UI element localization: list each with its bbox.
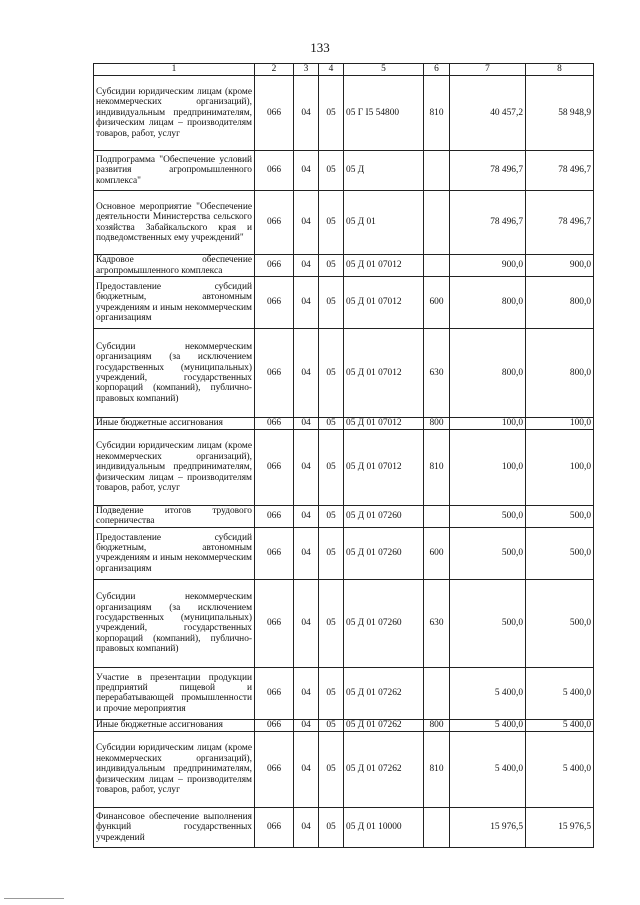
scan-artifact-line [4,898,64,899]
table-row [94,807,594,847]
table-row [94,151,594,191]
subsection-code-cell: 05 [319,719,344,731]
section-code-cell: 04 [294,731,319,807]
expense-type-cell [424,255,450,277]
amount-year2-cell: 800,0 [526,277,594,329]
ministry-code-cell: 066 [255,506,294,528]
subsection-code-cell: 05 [319,277,344,329]
amount-year2-cell: 100,0 [526,418,594,430]
item-name-cell: Предоставление субсидий бюджетным, автономным учреждениям и иным некоммерческим организациям [94,527,255,579]
subsection-code-cell: 05 [319,255,344,277]
table-row [94,719,594,731]
expense-type-cell: 600 [424,527,450,579]
target-article-cell: 05 Д 01 07012 [344,418,424,430]
budget-table [93,63,594,848]
subsection-code-cell: 05 [319,151,344,191]
amount-year1-cell: 15 976,5 [450,807,526,847]
item-name-cell: Субсидии юридическим лицам (кроме некоммерческих организаций), индивидуальным предпринимателям, физическим лицам – производителям товаров, работ, услуг [94,430,255,506]
ministry-code-cell: 066 [255,731,294,807]
target-article-cell: 05 Д 01 07262 [344,667,424,719]
section-code-cell: 04 [294,807,319,847]
item-name-cell: Финансовое обеспечение выполнения функций государственных учреждений [94,807,255,847]
ministry-code-cell: 066 [255,430,294,506]
page-number: 133 [310,40,330,55]
expense-type-cell [424,151,450,191]
expense-type-cell [424,807,450,847]
column-header: 3 [294,64,319,76]
expense-type-cell: 630 [424,329,450,418]
amount-year2-cell: 78 496,7 [526,151,594,191]
subsection-code-cell: 05 [319,76,344,151]
target-article-cell: 05 Д 01 07012 [344,329,424,418]
target-article-cell: 05 Д 01 07260 [344,527,424,579]
amount-year1-cell: 800,0 [450,329,526,418]
amount-year1-cell: 78 496,7 [450,191,526,255]
target-article-cell: 05 Д [344,151,424,191]
ministry-code-cell: 066 [255,418,294,430]
ministry-code-cell: 066 [255,76,294,151]
ministry-code-cell: 066 [255,579,294,667]
section-code-cell: 04 [294,255,319,277]
table-row [94,277,594,329]
table-body [94,76,594,848]
amount-year2-cell: 5 400,0 [526,731,594,807]
ministry-code-cell: 066 [255,329,294,418]
amount-year1-cell: 500,0 [450,506,526,528]
ministry-code-cell: 066 [255,191,294,255]
amount-year2-cell: 15 976,5 [526,807,594,847]
amount-year2-cell: 5 400,0 [526,667,594,719]
expense-type-cell: 800 [424,719,450,731]
column-header: 1 [94,64,255,76]
subsection-code-cell: 05 [319,418,344,430]
amount-year2-cell: 5 400,0 [526,719,594,731]
section-code-cell: 04 [294,418,319,430]
column-header: 4 [319,64,344,76]
amount-year2-cell: 900,0 [526,255,594,277]
subsection-code-cell: 05 [319,329,344,418]
table-row [94,579,594,667]
column-header: 6 [424,64,450,76]
table-row [94,329,594,418]
expense-type-cell: 600 [424,277,450,329]
target-article-cell: 05 Д 01 07262 [344,719,424,731]
table-row [94,527,594,579]
column-header: 2 [255,64,294,76]
amount-year1-cell: 78 496,7 [450,151,526,191]
column-header: 7 [450,64,526,76]
amount-year1-cell: 40 457,2 [450,76,526,151]
ministry-code-cell: 066 [255,151,294,191]
table-row [94,430,594,506]
expense-type-cell [424,191,450,255]
ministry-code-cell: 066 [255,527,294,579]
ministry-code-cell: 066 [255,277,294,329]
section-code-cell: 04 [294,667,319,719]
expense-type-cell: 800 [424,418,450,430]
item-name-cell: Предоставление субсидий бюджетным, автономным учреждениям и иным некоммерческим организациям [94,277,255,329]
target-article-cell: 05 Д 01 07012 [344,255,424,277]
amount-year1-cell: 5 400,0 [450,731,526,807]
section-code-cell: 04 [294,277,319,329]
ministry-code-cell: 066 [255,667,294,719]
section-code-cell: 04 [294,579,319,667]
item-name-cell: Подведение итогов трудового соперничества [94,506,255,528]
subsection-code-cell: 05 [319,191,344,255]
amount-year1-cell: 100,0 [450,430,526,506]
amount-year1-cell: 800,0 [450,277,526,329]
amount-year2-cell: 100,0 [526,430,594,506]
expense-type-cell: 630 [424,579,450,667]
subsection-code-cell: 05 [319,430,344,506]
expense-type-cell [424,506,450,528]
amount-year2-cell: 800,0 [526,329,594,418]
table-row [94,255,594,277]
item-name-cell: Основное мероприятие "Обеспечение деятельности Министерства сельского хозяйства Забайкальского края и подведомственных ему учреждений" [94,191,255,255]
table-row [94,76,594,151]
header-row [94,64,594,76]
target-article-cell: 05 Д 01 10000 [344,807,424,847]
item-name-cell: Субсидии юридическим лицам (кроме некоммерческих организаций), индивидуальным предпринимателям, физическим лицам – производителям товаров, работ, услуг [94,76,255,151]
subsection-code-cell: 05 [319,731,344,807]
target-article-cell: 05 Д 01 07260 [344,579,424,667]
ministry-code-cell: 066 [255,719,294,731]
amount-year1-cell: 5 400,0 [450,667,526,719]
item-name-cell: Кадровое обеспечение агропромышленного комплекса [94,255,255,277]
table-row [94,731,594,807]
table-row [94,667,594,719]
section-code-cell: 04 [294,506,319,528]
amount-year2-cell: 500,0 [526,579,594,667]
target-article-cell: 05 Д 01 07012 [344,430,424,506]
subsection-code-cell: 05 [319,667,344,719]
subsection-code-cell: 05 [319,527,344,579]
target-article-cell: 05 Д 01 07260 [344,506,424,528]
amount-year1-cell: 900,0 [450,255,526,277]
item-name-cell: Подпрограмма "Обеспечение условий развития агропромышленного комплекса" [94,151,255,191]
section-code-cell: 04 [294,329,319,418]
section-code-cell: 04 [294,719,319,731]
amount-year2-cell: 500,0 [526,527,594,579]
item-name-cell: Участие в презентации продукции предприятий пищевой и перерабатывающей промышленности и прочие мероприятия [94,667,255,719]
amount-year1-cell: 100,0 [450,418,526,430]
ministry-code-cell: 066 [255,255,294,277]
target-article-cell: 05 Д 01 07012 [344,277,424,329]
amount-year1-cell: 5 400,0 [450,719,526,731]
subsection-code-cell: 05 [319,807,344,847]
amount-year2-cell: 500,0 [526,506,594,528]
subsection-code-cell: 05 [319,579,344,667]
section-code-cell: 04 [294,191,319,255]
column-header: 5 [344,64,424,76]
amount-year2-cell: 78 496,7 [526,191,594,255]
item-name-cell: Иные бюджетные ассигнования [94,719,255,731]
target-article-cell: 05 Д 01 [344,191,424,255]
column-header: 8 [526,64,594,76]
table-row [94,506,594,528]
item-name-cell: Иные бюджетные ассигнования [94,418,255,430]
amount-year1-cell: 500,0 [450,579,526,667]
table-row [94,191,594,255]
section-code-cell: 04 [294,76,319,151]
expense-type-cell: 810 [424,76,450,151]
amount-year2-cell: 58 948,9 [526,76,594,151]
table-row [94,418,594,430]
expense-type-cell [424,667,450,719]
item-name-cell: Субсидии некоммерческим организациям (за исключением государственных (муниципальных) учреждений, государственных корпораций (компаний), публично-правовых компаний) [94,329,255,418]
section-code-cell: 04 [294,527,319,579]
item-name-cell: Субсидии некоммерческим организациям (за исключением государственных (муниципальных) учреждений, государственных корпораций (компаний), публично-правовых компаний) [94,579,255,667]
expense-type-cell: 810 [424,430,450,506]
section-code-cell: 04 [294,430,319,506]
subsection-code-cell: 05 [319,506,344,528]
amount-year1-cell: 500,0 [450,527,526,579]
target-article-cell: 05 Д 01 07262 [344,731,424,807]
section-code-cell: 04 [294,151,319,191]
expense-type-cell: 810 [424,731,450,807]
ministry-code-cell: 066 [255,807,294,847]
item-name-cell: Субсидии юридическим лицам (кроме некоммерческих организаций), индивидуальным предпринимателям, физическим лицам – производителям товаров, работ, услуг [94,731,255,807]
target-article-cell: 05 Г I5 54800 [344,76,424,151]
